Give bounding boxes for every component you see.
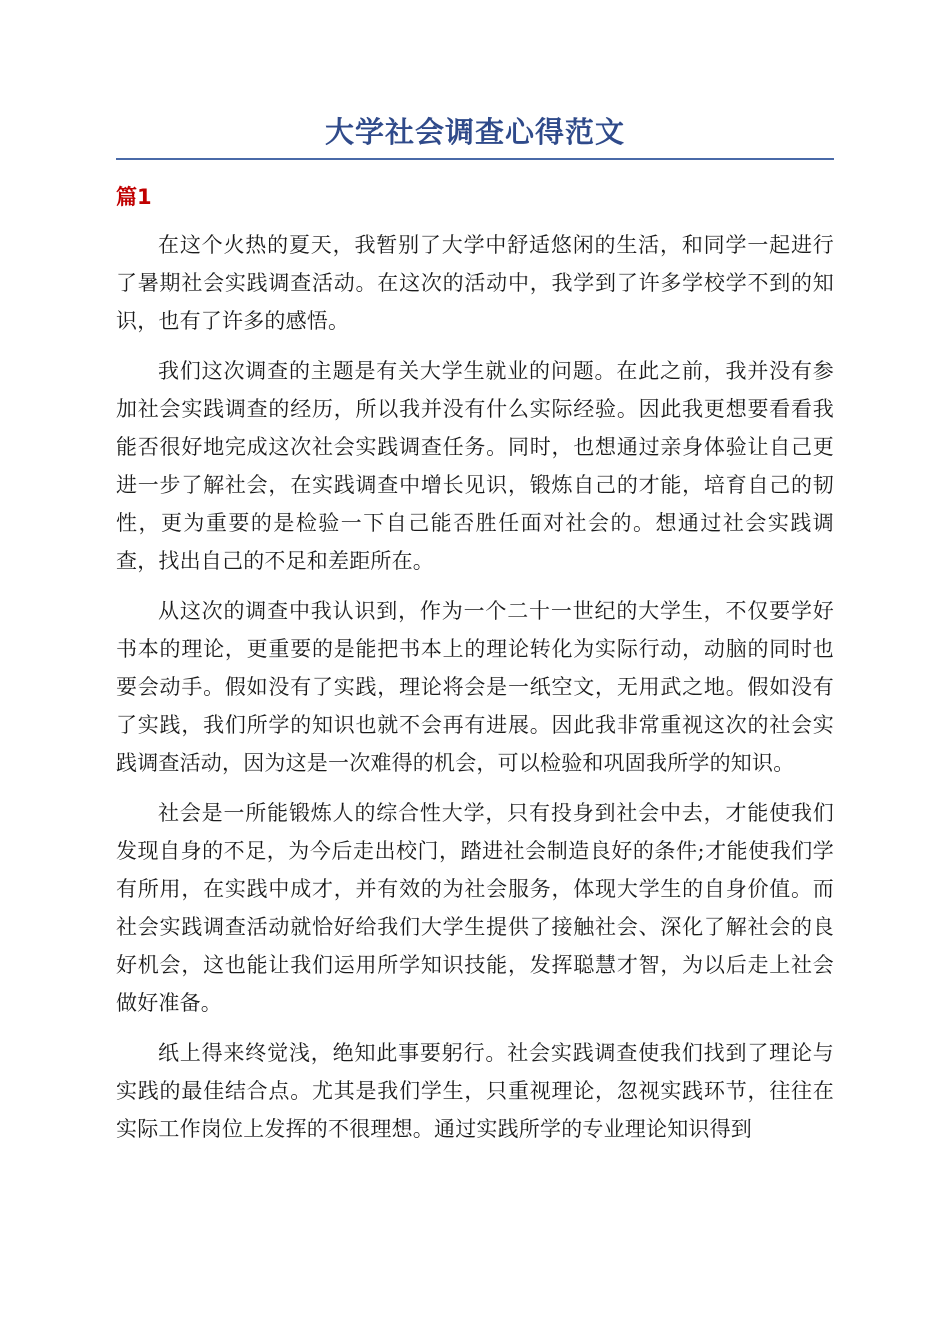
paragraph: 从这次的调查中我认识到，作为一个二十一世纪的大学生，不仅要学好书本的理论，更重要的是能把书本上的理论转化为实际行动，动脑的同时也要会动手。假如没有了实践，理论将会是一纸空文，无用武之地。假如没有了实践，我们所学的知识也就不会再有进展。因此我非常重视这次的社会实践调查活动，因为这是一次难得的机会，可以检验和巩固我所学的知识。: [116, 599, 834, 775]
paragraph: 我们这次调查的主题是有关大学生就业的问题。在此之前，我并没有参加社会实践调查的经历，所以我并没有什么实际经验。因此我更想要看看我能否很好地完成这次社会实践调查任务。同时，也想通过亲身体验让自己更进一步了解社会，在实践调查中增长见识，锻炼自己的才能，培育自己的韧性，更为重要的是检验一下自己能否胜任面对社会的。想通过社会实践调查，找出自己的不足和差距所在。: [116, 359, 834, 573]
title-divider: [116, 158, 834, 160]
paragraph: 在这个火热的夏天，我暂别了大学中舒适悠闲的生活，和同学一起进行了暑期社会实践调查活动。在这次的活动中，我学到了许多学校学不到的知识，也有了许多的感悟。: [116, 233, 834, 333]
document-title: 大学社会调查心得范文: [324, 115, 625, 149]
paragraph: 社会是一所能锻炼人的综合性大学，只有投身到社会中去，才能使我们发现自身的不足，为今后走出校门，踏进社会制造良好的条件;才能使我们学有所用，在实践中成才，并有效的为社会服务，体现大学生的自身价值。而社会实践调查活动就恰好给我们大学生提供了接触社会、深化了解社会的良好机会，这也能让我们运用所学知识技能，发挥聪慧才智，为以后走上社会做好准备。: [116, 801, 834, 1015]
paragraph: 纸上得来终觉浅，绝知此事要躬行。社会实践调查使我们找到了理论与实践的最佳结合点。尤其是我们学生，只重视理论，忽视实践环节，往往在实际工作岗位上发挥的不很理想。通过实践所学的专业理论知识得到: [116, 1041, 834, 1141]
section-heading: 篇1: [116, 185, 152, 209]
document-page: [116, 110, 834, 1160]
